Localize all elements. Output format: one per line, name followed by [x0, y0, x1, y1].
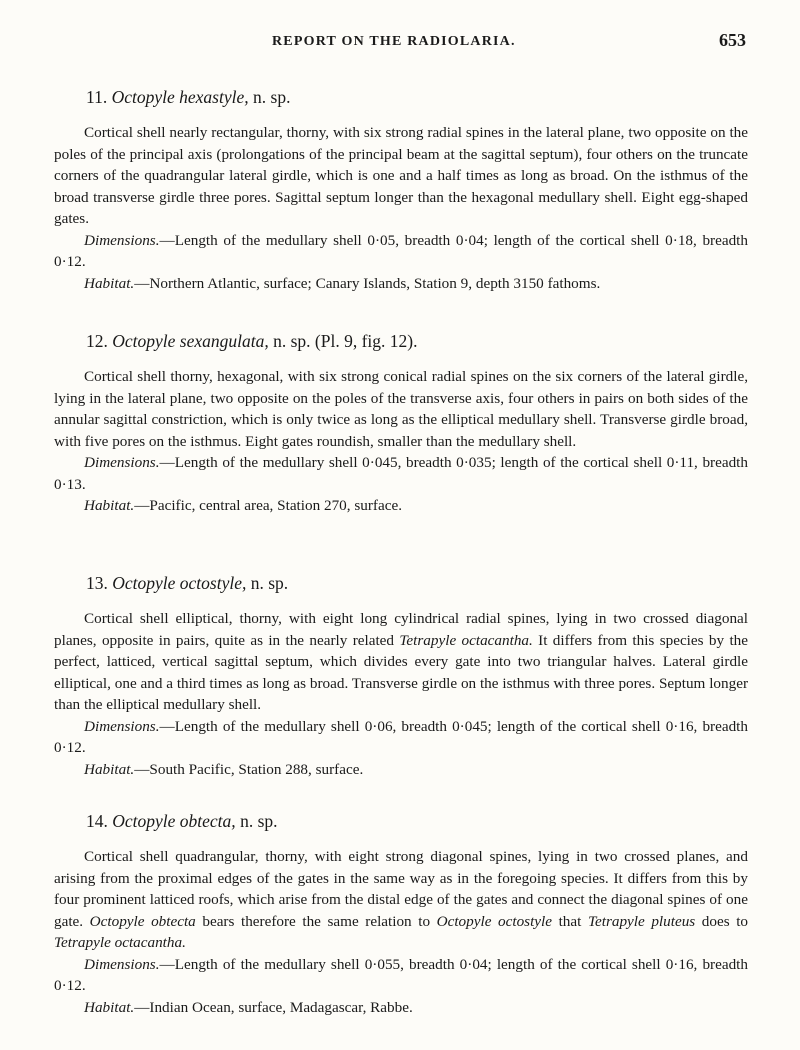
species-number: 14.	[86, 811, 108, 831]
description-text: bears therefore the same relation to	[195, 912, 437, 930]
species-heading	[86, 810, 748, 832]
species-habitat	[54, 273, 748, 295]
habitat-label: Habitat.	[84, 274, 135, 292]
page-number: 653	[719, 30, 746, 50]
species-number: 11.	[86, 87, 108, 107]
species-suffix: n. sp. (Pl. 9, fig. 12).	[273, 331, 418, 351]
dimensions-label: Dimensions.	[84, 955, 160, 973]
dimensions-text: —Length of the medullary shell 0·05, breadth 0·04; length of the cortical shell 0·18, breadth 0·12.	[54, 231, 748, 270]
species-entry-14	[54, 810, 748, 1018]
species-entry-11	[54, 86, 748, 294]
species-dimensions	[54, 230, 748, 273]
species-dimensions	[54, 452, 748, 495]
species-description	[54, 846, 748, 954]
species-habitat	[54, 997, 748, 1019]
species-name: Octopyle obtecta,	[112, 811, 236, 831]
dimensions-label: Dimensions.	[84, 717, 160, 735]
species-description: Cortical shell nearly rectangular, thorny, with six strong radial spines in the lateral plane, two opposite on the poles of the principal axis (prolongations of the principal beam at the sagittal septum), four others on the truncate corners of the quadrangular lateral girdle, which is one and a half times as long as broad. On the isthmus of the broad transverse girdle three pores. Sagittal septum longer than the hexagonal medullary shell. Eight egg-shaped gates.	[54, 124, 748, 227]
species-name: Octopyle octostyle,	[112, 573, 247, 593]
species-reference: Octopyle octostyle	[436, 912, 552, 930]
running-head	[0, 30, 800, 54]
species-dimensions	[54, 716, 748, 759]
species-dimensions	[54, 954, 748, 997]
habitat-text: —Pacific, central area, Station 270, surface.	[134, 497, 402, 514]
description-text: It differs from this species by the perfect, latticed, vertical sagittal septum, which divides every gate into two triangular halves. Lateral girdle elliptical, one and a third times as long as broad. Transverse girdle on the isthmus with three pores. Septum longer than the elliptical medullary shell.	[54, 631, 748, 713]
description-text: Cortical shell elliptical, thorny, with eight long cylindrical radial spines, lying in two crossed diagonal planes, opposite in pairs, quite as in the nearly related	[54, 610, 748, 649]
species-suffix: n. sp.	[253, 87, 291, 107]
species-description	[54, 608, 748, 716]
species-name: Octopyle hexastyle,	[111, 87, 249, 107]
species-reference: Tetrapyle octacantha.	[399, 631, 533, 649]
habitat-text: —South Pacific, Station 288, surface.	[134, 760, 364, 778]
species-name: Octopyle sexangulata,	[112, 331, 269, 351]
species-heading	[86, 86, 748, 108]
running-title: REPORT ON THE RADIOLARIA.	[272, 34, 516, 49]
species-heading	[86, 330, 748, 352]
species-entry-13	[54, 572, 748, 780]
description-text: does to	[695, 912, 749, 930]
species-habitat	[54, 495, 748, 517]
species-heading	[86, 572, 748, 594]
dimensions-text: —Length of the medullary shell 0·045, breadth 0·035; length of the cortical shell 0·11, breadth 0·13.	[54, 454, 748, 493]
description-text: that	[552, 912, 588, 930]
species-entry-12	[54, 330, 748, 517]
species-habitat	[54, 759, 748, 781]
species-number: 12.	[86, 331, 108, 351]
habitat-text: —Northern Atlantic, surface; Canary Islands, Station 9, depth 3150 fathoms.	[134, 274, 601, 292]
dimensions-text: —Length of the medullary shell 0·055, breadth 0·04; length of the cortical shell 0·16, breadth 0·12.	[54, 955, 748, 994]
description-text: Cortical shell quadrangular, thorny, with eight strong diagonal spines, lying in two crossed planes, and arising from the proximal edges of the gates in the same way as in the foregoing species. It differs from this by four prominent latticed roofs, which arise from the distal edge of the gates and connect the diagonal spines of one gate.	[54, 848, 748, 930]
dimensions-label: Dimensions.	[84, 454, 160, 471]
habitat-text: —Indian Ocean, surface, Madagascar, Rabbe.	[134, 998, 413, 1016]
habitat-label: Habitat.	[84, 497, 135, 514]
habitat-label: Habitat.	[84, 760, 135, 778]
species-suffix: n. sp.	[250, 573, 289, 593]
species-reference: Tetrapyle octacantha.	[54, 934, 186, 951]
species-description: Cortical shell thorny, hexagonal, with six strong conical radial spines on the six corners of the lateral girdle, lying in the lateral plane, two opposite on the poles of the transverse axis, four others in pairs on both sides of the annular sagittal constriction, which is only twice as long as the elliptical medullary shell. Transverse girdle broad, with five pores on the isthmus. Eight gates roundish, smaller than the medullary shell.	[54, 368, 748, 450]
species-reference: Tetrapyle pluteus	[587, 912, 696, 930]
species-reference: Octopyle obtecta	[89, 912, 196, 930]
species-suffix: n. sp.	[240, 811, 278, 831]
dimensions-label: Dimensions.	[84, 231, 160, 249]
habitat-label: Habitat.	[84, 998, 135, 1016]
dimensions-text: —Length of the medullary shell 0·06, breadth 0·045; length of the cortical shell 0·16, breadth 0·12.	[54, 717, 748, 756]
species-number: 13.	[86, 573, 108, 593]
